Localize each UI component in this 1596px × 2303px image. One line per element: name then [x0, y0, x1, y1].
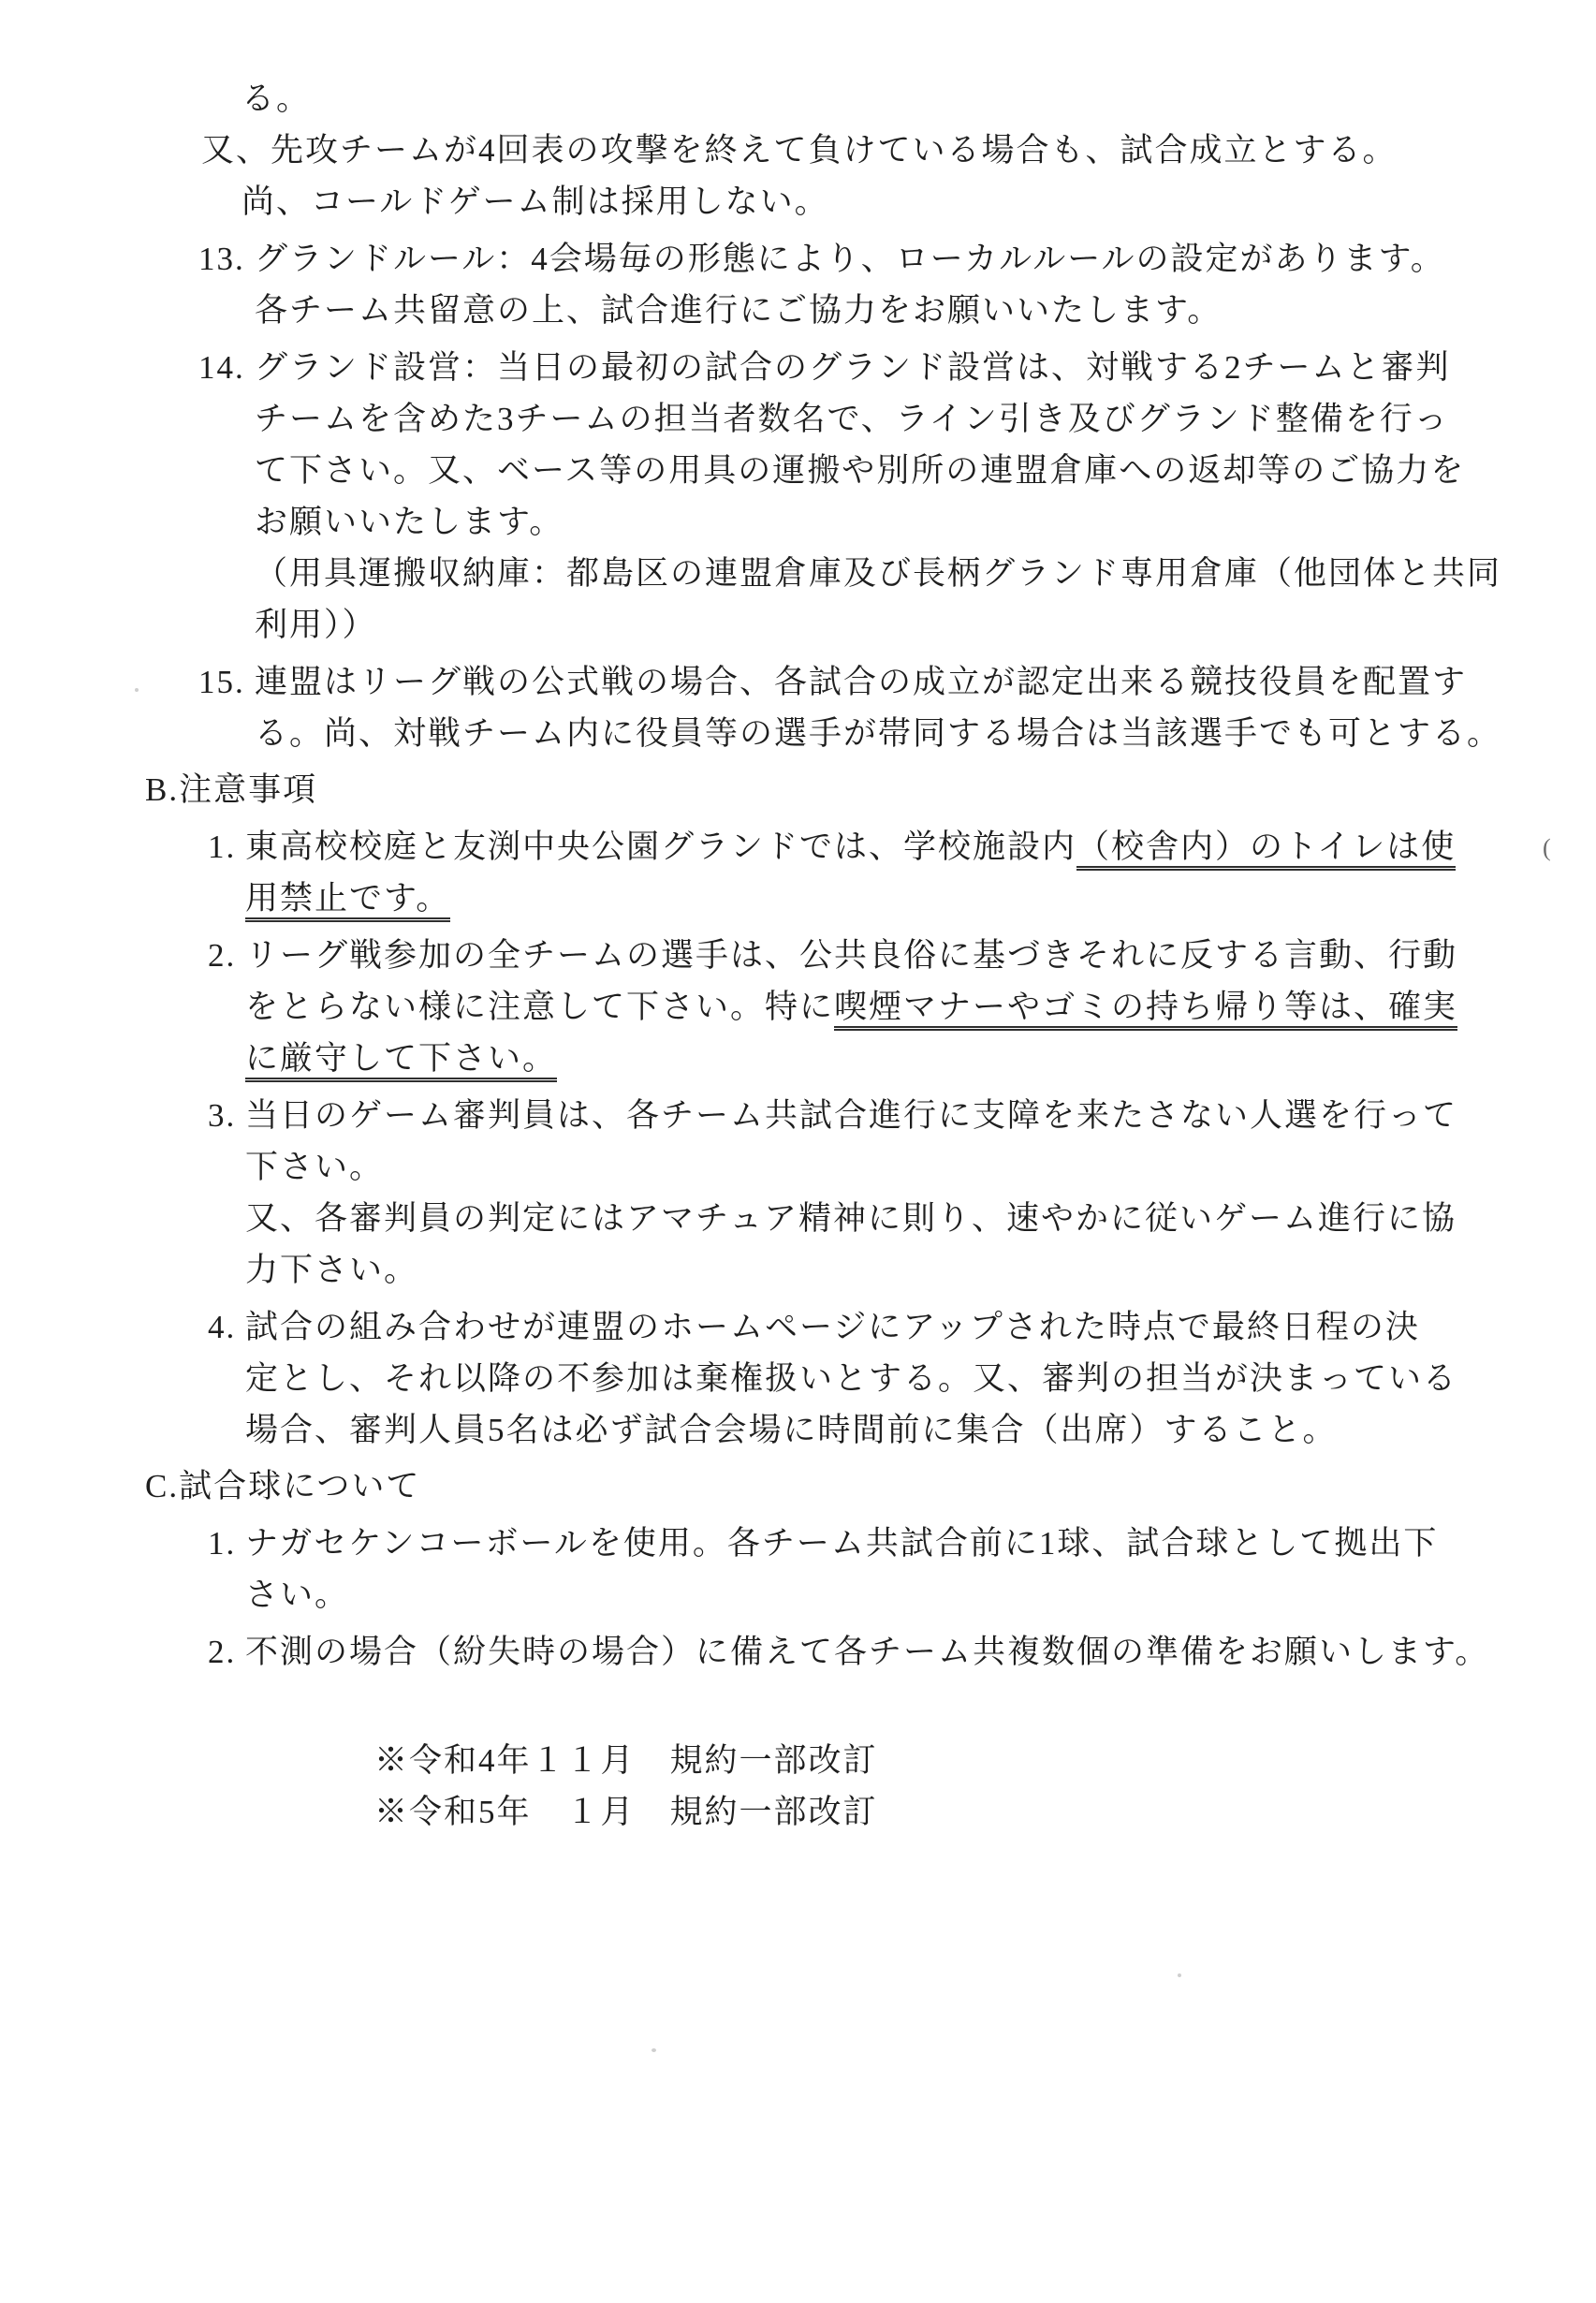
- text-line: [255, 285, 1445, 336]
- list-item: [0, 1090, 1596, 1296]
- text-line: [255, 393, 1501, 445]
- text-run: チームを含めた3チームの担当者数名で、ライン引き及びグランド整備を行っ: [255, 401, 1449, 437]
- item-body: [245, 930, 1457, 1084]
- scan-artifact-mark: (: [1543, 834, 1551, 861]
- item-number: 13.: [198, 241, 245, 277]
- page-content: [0, 73, 1596, 1838]
- item-number: 2.: [208, 1634, 237, 1670]
- item-number: 1.: [208, 1525, 237, 1562]
- text-run: 又、先攻チームが4回表の攻撃を終えて負けている場合も、試合成立とする。: [201, 132, 1398, 169]
- text-line: [0, 125, 1596, 176]
- text-line: [245, 1141, 1457, 1193]
- text-run: る。尚、対戦チーム内に役員等の選手が帯同する場合は当該選手でも可とする。: [255, 715, 1502, 752]
- text-line: [255, 599, 1501, 651]
- rules-list-a: [0, 233, 1596, 759]
- scan-speck: [135, 688, 139, 692]
- underlined-text: 喫煙マナーやゴミの持ち帰り等は、確実: [834, 989, 1457, 1031]
- text-line: [245, 821, 1456, 873]
- text-run: 東高校校庭と友渕中央公園グランドでは、学校施設内: [245, 829, 1077, 865]
- text-line: [0, 73, 1596, 125]
- text-run: をとらない様に注意して下さい。特に: [245, 989, 835, 1025]
- text-line: [255, 233, 1445, 285]
- text-run: グランド設営：当日の最初の試合のグランド設営は、対戦する2チームと審判: [255, 349, 1451, 386]
- text-run: 場合、審判人員5名は必ず試合会場に時間前に集合（出席）すること。: [245, 1412, 1338, 1448]
- item-number: 2.: [208, 937, 237, 974]
- text-line: [255, 496, 1501, 548]
- text-line: [245, 1569, 1438, 1621]
- list-item: [0, 930, 1596, 1084]
- text-line: [255, 342, 1501, 393]
- text-run: 試合の組み合わせが連盟のホームページにアップされた時点で最終日程の決: [245, 1309, 1420, 1345]
- section-c-label: C.: [145, 1468, 180, 1504]
- text-line: [245, 1626, 1489, 1678]
- text-line: [245, 1301, 1457, 1353]
- item-body: [245, 1518, 1438, 1621]
- notes-list-b: [0, 821, 1596, 1456]
- section-b-label: B.: [145, 771, 180, 808]
- text-run: 連盟はリーグ戦の公式戦の場合、各試合の成立が認定出来る競技役員を配置す: [255, 664, 1468, 700]
- item-body: [255, 342, 1501, 651]
- underlined-text: に厳守して下さい。: [245, 1040, 557, 1082]
- item-number: 4.: [208, 1309, 237, 1345]
- item-body: [245, 1626, 1489, 1678]
- text-run: リーグ戦参加の全チームの選手は、公共良俗に基づきそれに反する言動、行動: [245, 937, 1458, 974]
- text-line: [255, 656, 1501, 708]
- text-run: る。: [242, 81, 312, 117]
- text-line: [245, 1090, 1457, 1141]
- text-run: 尚、コールドゲーム制は採用しない。: [242, 183, 829, 220]
- text-line: [245, 1193, 1457, 1244]
- text-line: [245, 1244, 1457, 1296]
- section-b-title: 注意事項: [179, 771, 318, 808]
- text-line: [245, 1033, 1457, 1084]
- section-b-header: [0, 764, 1596, 815]
- revision-notes: [0, 1735, 1596, 1838]
- item-body: [255, 656, 1501, 759]
- text-run: お願いいたします。: [255, 504, 564, 540]
- intro-lines: [0, 73, 1596, 227]
- item-number: 3.: [208, 1097, 237, 1134]
- item-number: 14.: [198, 349, 245, 386]
- text-run: 利用））: [255, 607, 377, 643]
- item-body: [245, 1090, 1457, 1296]
- text-run: 定とし、それ以降の不参加は棄権扱いとする。又、審判の担当が決まっている: [245, 1360, 1458, 1397]
- text-run: （用具運搬収納庫：都島区の連盟倉庫及び長柄グランド専用倉庫（他団体と共同: [255, 555, 1502, 592]
- item-number: 15.: [198, 664, 245, 700]
- text-run: 力下さい。: [245, 1252, 419, 1288]
- section-c-header: [0, 1460, 1596, 1512]
- list-item: [0, 1301, 1596, 1456]
- text-line: [0, 176, 1596, 227]
- text-run: 不測の場合（紛失時の場合）に備えて各チーム共複数個の準備をお願いします。: [245, 1634, 1490, 1670]
- list-item: [0, 656, 1596, 759]
- text-line: [245, 1404, 1457, 1456]
- list-item: [0, 1518, 1596, 1621]
- item-body: [245, 1301, 1457, 1456]
- list-item: [0, 233, 1596, 336]
- scan-speck: [1178, 1973, 1181, 1977]
- revision-note: ※令和4年１１月 規約一部改訂: [374, 1742, 878, 1779]
- text-line: [245, 1518, 1438, 1569]
- text-line: [245, 1353, 1457, 1404]
- balls-list-c: [0, 1518, 1596, 1678]
- scan-speck: [652, 2048, 656, 2052]
- text-run: 下さい。: [245, 1149, 385, 1185]
- text-run: 各チーム共留意の上、試合進行にご協力をお願いいたします。: [255, 292, 1223, 329]
- revision-note: ※令和5年 １月 規約一部改訂: [374, 1794, 878, 1830]
- list-item: [0, 1626, 1596, 1678]
- text-line: [245, 981, 1457, 1033]
- list-item: [0, 342, 1596, 651]
- item-body: [245, 821, 1456, 924]
- text-run: 当日のゲーム審判員は、各チーム共試合進行に支障を来たさない人選を行って: [245, 1097, 1458, 1134]
- text-run: 又、各審判員の判定にはアマチュア精神に則り、速やかに従いゲーム進行に協: [245, 1200, 1457, 1237]
- list-item: [0, 821, 1596, 924]
- underlined-text: （校舎内）のトイレは使: [1076, 829, 1456, 871]
- text-line: [255, 445, 1501, 496]
- underlined-text: 用禁止です。: [245, 880, 450, 922]
- text-run: さい。: [245, 1577, 350, 1613]
- text-run: て下さい。又、ベース等の用具の運搬や別所の連盟倉庫への返却等のご協力を: [255, 452, 1466, 489]
- text-line: [255, 708, 1501, 759]
- section-c-title: 試合球について: [179, 1468, 421, 1504]
- item-number: 1.: [208, 829, 237, 865]
- text-line: [245, 873, 1456, 924]
- text-line: [255, 548, 1501, 599]
- text-run: ナガセケンコーボールを使用。各チーム共試合前に1球、試合球として拠出下: [245, 1525, 1439, 1562]
- text-line: [245, 930, 1457, 981]
- item-body: [255, 233, 1445, 336]
- text-run: グランドルール：4会場毎の形態により、ローカルルールの設定があります。: [255, 241, 1445, 277]
